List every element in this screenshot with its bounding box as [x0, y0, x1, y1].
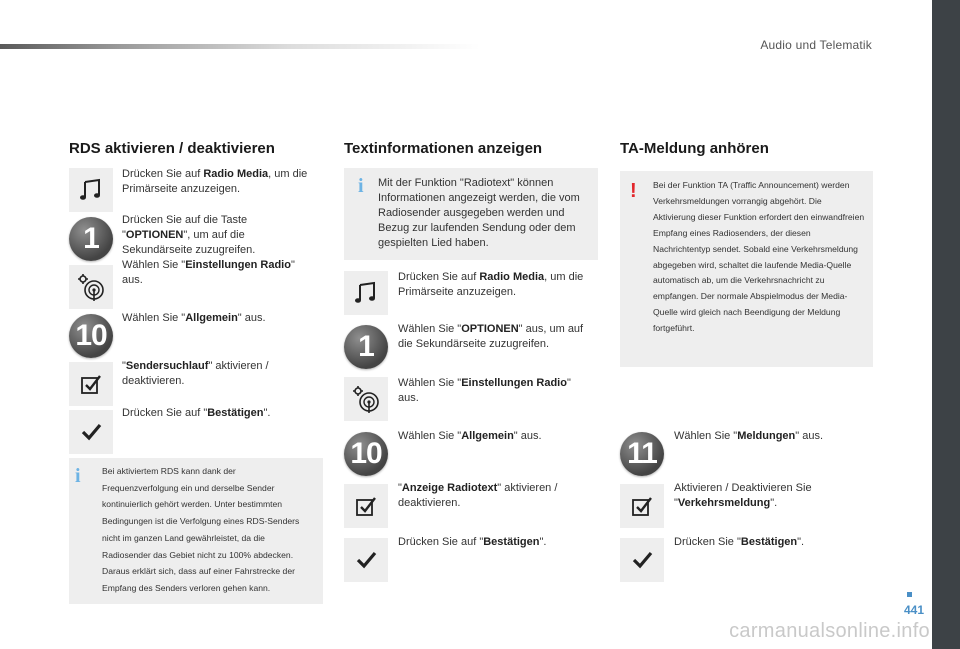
header-gradient-bar [0, 44, 480, 49]
checkmark-icon [620, 538, 664, 582]
col2-step-allgemein: Wählen Sie "Allgemein" aus. [398, 430, 542, 442]
col3-step-toggle: Aktivieren / Deaktivieren Sie "Verkehrsmeldung". [674, 482, 812, 509]
checkbox-toggle-icon [620, 484, 664, 528]
col1-step-toggle: "Sendersuchlauf" aktivieren / deaktivieren. [122, 360, 269, 387]
step-badge: 1 [69, 217, 113, 261]
col2-step-options: Wählen Sie "OPTIONEN" aus, um auf die Sekundärseite zuzugreifen. [398, 323, 584, 350]
col1-heading: RDS aktivieren / deaktivieren [69, 140, 275, 157]
checkmark-icon [344, 538, 388, 582]
radio-settings-icon [344, 377, 388, 421]
col3-heading: TA-Meldung anhören [620, 140, 769, 157]
col2-heading: Textinformationen anzeigen [344, 140, 543, 157]
page-edge-strip [932, 0, 960, 649]
col1-info-note [69, 458, 323, 604]
checkbox-toggle-icon [344, 484, 388, 528]
watermark: carmanualsonline.info [729, 620, 930, 642]
checkbox-toggle-icon [69, 362, 113, 406]
page-number: 441 [903, 603, 924, 617]
col1-step-confirm: Drücken Sie auf "Bestätigen". [122, 407, 271, 419]
col2-info-note [344, 168, 598, 260]
music-note-icon [69, 168, 113, 212]
info-icon: i [75, 465, 81, 487]
col2-step-confirm: Drücken Sie auf "Bestätigen". [398, 536, 547, 548]
section-title: Audio und Telematik [760, 38, 872, 52]
radio-settings-icon [69, 265, 113, 309]
checkmark-icon [69, 410, 113, 454]
col2-step-toggle: "Anzeige Radiotext" aktivieren / deaktivieren. [398, 482, 558, 509]
step-badge: 1 [344, 325, 388, 369]
col2-note-text: Mit der Funktion "Radiotext" können Informationen angezeigt werden, die vom Radiosender ausgegeben werden und Bezug zur laufenden Sendung oder dem gespielten Lied haben. [378, 177, 580, 249]
step-badge: 10 [69, 314, 113, 358]
col3-step-confirm: Drücken Sie "Bestätigen". [674, 536, 805, 548]
col3-warning-note [620, 171, 873, 367]
col3-note-text: Bei der Funktion TA (Traffic Announcement) werden Verkehrsmeldungen vorrangig abgehört. Die Aktivierung dieser Funktion erfordert den einwandfreien Empfang eines Radiosenders, der diesen Nachrichtentyp sendet. Sobald eine Verkehrsmeldung abgegeben wird, schaltet die laufende Media-Quelle automatisch ab, um die Verkehrsnachricht zu empfangen. Der normale Abspielmodus der Media-Quelle wird gleich nach Beendigung der Meldung fortgeführt. [653, 180, 865, 334]
col1-step-allgemein: Wählen Sie "Allgemein" aus. [122, 312, 266, 324]
step-badge: 11 [620, 432, 664, 476]
step-badge: 10 [344, 432, 388, 476]
info-icon: i [358, 175, 364, 197]
page-marker [907, 592, 912, 597]
col3-step-meldungen: Wählen Sie "Meldungen" aus. [674, 430, 824, 442]
col2-step-settings: Wählen Sie "Einstellungen Radio" aus. [398, 377, 571, 404]
music-note-icon [344, 271, 388, 315]
col1-step-radio-media: Drücken Sie auf Radio Media, um die Primärseite anzuzeigen. [122, 168, 308, 195]
warning-icon: ! [630, 180, 637, 202]
col1-note-text: Bei aktiviertem RDS kann dank der Frequenzverfolgung ein und derselbe Sender kontinuierlich gehört werden. Unter bestimmten Bedingungen ist die Verfolgung eines RDS-Senders nicht im ganzen Land gewährleistet, da die Radiosender das Gebiet nicht zu 100% abdecken. Daraus erklärt sich, dass auf einer Fahrstrecke der Empfang des Senders verloren gehen kann. [102, 466, 300, 593]
col2-step-radio-media: Drücken Sie auf Radio Media, um die Primärseite anzuzeigen. [398, 271, 584, 298]
col1-step-options: Drücken Sie auf die Taste "OPTIONEN", um auf die Sekundärseite zuzugreifen. Wählen Sie "Einstellungen Radio" aus. [122, 214, 295, 286]
